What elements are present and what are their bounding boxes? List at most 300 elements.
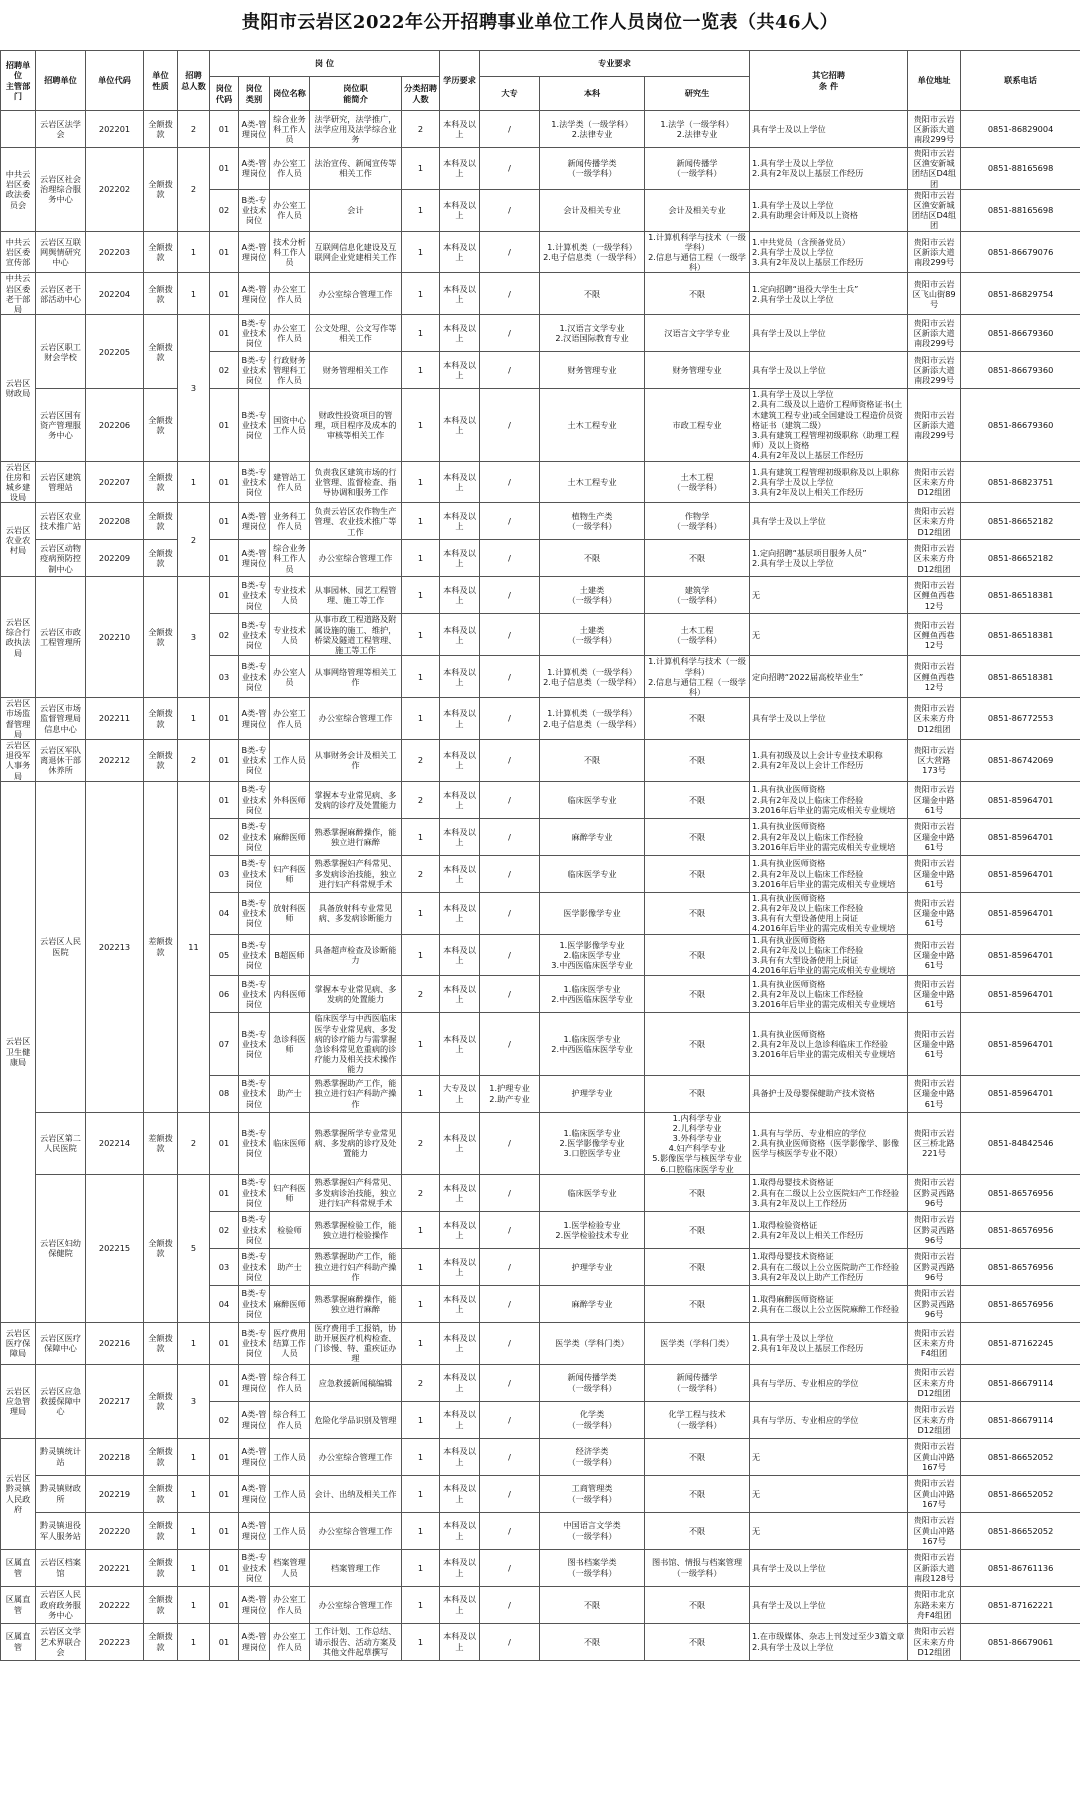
cell-major-graduate: 不限 <box>645 1475 750 1512</box>
cell-address: 贵阳市云岩区未来方舟F4组团 <box>908 1322 961 1364</box>
cell-pos-type: A类-管理岗位 <box>239 231 270 273</box>
cell-other: 无 <box>750 1512 908 1549</box>
cell-pos-code: 01 <box>210 1322 239 1364</box>
cell-pos-type: A类-管理岗位 <box>239 1401 270 1438</box>
cell-other: 1.具有学士及以上学位 2.具有助理会计师及以上资格 <box>750 189 908 231</box>
cell-pos-type: B类-专业技术岗位 <box>239 934 270 976</box>
cell-pos-code: 03 <box>210 1248 239 1285</box>
cell-pos-code: 01 <box>210 503 239 540</box>
cell-pos-type: B类-专业技术岗位 <box>239 976 270 1013</box>
cell-other: 具有学士及以上学位 <box>750 1586 908 1623</box>
cell-total: 1 <box>178 1475 210 1512</box>
cell-edu: 本科及以上 <box>440 231 480 273</box>
cell-other: 1.在市级媒体、杂志上刊发过至少3篇文章 2.具有学士及以上学位 <box>750 1623 908 1660</box>
cell-nature: 全额拨款 <box>144 503 178 540</box>
cell-major-graduate: 不限 <box>645 818 750 855</box>
cell-pos-code: 02 <box>210 1211 239 1248</box>
header-other: 其它招聘 条 件 <box>750 51 908 111</box>
cell-major-bachelor: 工商管理类 （一级学科） <box>540 1475 645 1512</box>
cell-pos-num: 1 <box>402 818 440 855</box>
cell-pos-name: 工作人员 <box>270 739 310 781</box>
cell-total: 1 <box>178 1549 210 1586</box>
cell-edu: 本科及以上 <box>440 461 480 503</box>
cell-major-college: / <box>480 1174 540 1211</box>
cell-pos-code: 02 <box>210 1401 239 1438</box>
cell-phone: 0851-85964701 <box>961 892 1080 934</box>
cell-phone: 0851-84842546 <box>961 1112 1080 1174</box>
cell-other: 1.取得母婴技术资格证 2.具有在二级以上公立医院妇产工作经验 3.具有2年及以上工作经历 <box>750 1174 908 1211</box>
cell-major-graduate: 1.计算机科学与技术（一级学科） 2.信息与通信工程（一级学科） <box>645 656 750 698</box>
cell-other: 具有学士及以上学位 <box>750 503 908 540</box>
cell-total: 1 <box>178 273 210 315</box>
cell-unit: 云岩区档案馆 <box>36 1549 86 1586</box>
cell-edu: 本科及以上 <box>440 315 480 352</box>
cell-address: 贵阳市云岩区未来方舟D12组团 <box>908 1364 961 1401</box>
cell-major-graduate: 汉语言文字学专业 <box>645 315 750 352</box>
cell-pos-num: 1 <box>402 1438 440 1475</box>
cell-pos-num: 1 <box>402 1549 440 1586</box>
cell-other: 1.取得检验资格证 2.具有2年及以上相关工作经历 <box>750 1211 908 1248</box>
cell-other: 具有学士及以上学位 <box>750 698 908 740</box>
cell-major-college: / <box>480 656 540 698</box>
cell-pos-type: B类-专业技术岗位 <box>239 1211 270 1248</box>
cell-pos-type: A类-管理岗位 <box>239 1364 270 1401</box>
cell-pos-num: 1 <box>402 656 440 698</box>
cell-address: 贵阳市云岩区新添大道南段299号 <box>908 389 961 461</box>
cell-other: 无 <box>750 1438 908 1475</box>
cell-pos-name: 急诊科医师 <box>270 1013 310 1075</box>
cell-pos-name: 妇产科医师 <box>270 855 310 892</box>
cell-code: 202214 <box>86 1112 144 1174</box>
cell-unit: 云岩区社会治理综合服务中心 <box>36 148 86 232</box>
cell-major-college: / <box>480 1211 540 1248</box>
cell-major-college: / <box>480 1364 540 1401</box>
cell-other: 具备护士及母婴保健助产技术资格 <box>750 1075 908 1112</box>
cell-code: 202221 <box>86 1549 144 1586</box>
cell-pos-code: 01 <box>210 1438 239 1475</box>
cell-edu: 本科及以上 <box>440 781 480 818</box>
cell-address: 贵阳市云岩区未来方舟D12组团 <box>908 1401 961 1438</box>
cell-pos-num: 1 <box>402 389 440 461</box>
cell-major-bachelor: 不限 <box>540 739 645 781</box>
cell-dept: 云岩区农业农村局 <box>1 503 36 577</box>
cell-nature: 全额拨款 <box>144 1586 178 1623</box>
cell-pos-code: 02 <box>210 818 239 855</box>
cell-address: 贵阳市云岩区黔灵西路96号 <box>908 1285 961 1322</box>
cell-pos-num: 1 <box>402 1211 440 1248</box>
cell-nature: 差额拨款 <box>144 1112 178 1174</box>
cell-major-college: / <box>480 1013 540 1075</box>
cell-pos-name: 档案管理人员 <box>270 1549 310 1586</box>
cell-pos-type: B类-专业技术岗位 <box>239 1075 270 1112</box>
cell-pos-name: 妇产科医师 <box>270 1174 310 1211</box>
cell-pos-num: 1 <box>402 189 440 231</box>
cell-edu: 本科及以上 <box>440 1623 480 1660</box>
cell-pos-code: 02 <box>210 614 239 656</box>
cell-pos-code: 05 <box>210 934 239 976</box>
cell-address: 贵阳市云岩区鲤鱼西巷12号 <box>908 577 961 614</box>
cell-major-bachelor: 临床医学专业 <box>540 781 645 818</box>
cell-address: 贵阳市云岩区未来方舟D12组团 <box>908 698 961 740</box>
cell-major-graduate: 不限 <box>645 540 750 577</box>
cell-other: 具有学士及以上学位 <box>750 1549 908 1586</box>
cell-major-college: / <box>480 1248 540 1285</box>
cell-address: 贵阳市云岩区瑞金中路61号 <box>908 976 961 1013</box>
cell-code: 202219 <box>86 1475 144 1512</box>
cell-phone: 0851-86679360 <box>961 352 1080 389</box>
cell-major-bachelor: 图书档案学类 （一级学科） <box>540 1549 645 1586</box>
cell-unit: 云岩区文学艺术界联合会 <box>36 1623 86 1660</box>
cell-major-college: / <box>480 503 540 540</box>
cell-major-graduate: 新闻传播学 （一级学科） <box>645 1364 750 1401</box>
cell-major-graduate: 1.计算机科学与技术（一级学科） 2.信息与通信工程（一级学科） <box>645 231 750 273</box>
cell-address: 贵阳市云岩区新添大道南段299号 <box>908 315 961 352</box>
cell-pos-num: 1 <box>402 315 440 352</box>
table-row <box>1 1586 1080 1623</box>
cell-unit: 云岩区医疗保障中心 <box>36 1322 86 1364</box>
header-position-group: 岗 位 <box>210 51 440 77</box>
cell-address: 贵阳市云岩区飞山街89号 <box>908 273 961 315</box>
cell-address: 贵阳市云岩区新添大道南段128号 <box>908 1549 961 1586</box>
cell-major-graduate: 图书馆、情报与档案管理 （一级学科） <box>645 1549 750 1586</box>
cell-pos-code: 01 <box>210 389 239 461</box>
cell-pos-desc: 应急救援新闻稿编辑 <box>310 1364 402 1401</box>
cell-code: 202205 <box>86 315 144 389</box>
cell-phone: 0851-86679061 <box>961 1623 1080 1660</box>
cell-address: 贵阳市云岩区未来方舟D12组团 <box>908 540 961 577</box>
cell-phone: 0851-85964701 <box>961 855 1080 892</box>
cell-total: 1 <box>178 1586 210 1623</box>
cell-other: 无 <box>750 1475 908 1512</box>
cell-pos-num: 1 <box>402 1075 440 1112</box>
table-row <box>1 1364 1080 1401</box>
cell-major-graduate: 财务管理专业 <box>645 352 750 389</box>
table-row <box>1 231 1080 273</box>
header-phone: 联系电话 <box>961 51 1080 111</box>
cell-edu: 本科及以上 <box>440 1401 480 1438</box>
cell-pos-type: B类-专业技术岗位 <box>239 1013 270 1075</box>
cell-code: 202211 <box>86 698 144 740</box>
cell-unit: 黔灵镇退役军人服务站 <box>36 1512 86 1549</box>
cell-unit: 云岩区市政工程管理所 <box>36 577 86 698</box>
cell-unit: 云岩区第二人民医院 <box>36 1112 86 1174</box>
cell-major-college: / <box>480 1438 540 1475</box>
cell-edu: 本科及以上 <box>440 1174 480 1211</box>
table-row <box>1 1623 1080 1660</box>
cell-unit: 云岩区妇幼保健院 <box>36 1174 86 1322</box>
cell-pos-desc: 熟悉掌握助产工作，能独立进行妇产科助产操作 <box>310 1075 402 1112</box>
cell-pos-num: 1 <box>402 1285 440 1322</box>
cell-edu: 本科及以上 <box>440 503 480 540</box>
cell-phone: 0851-86576956 <box>961 1285 1080 1322</box>
page-title: 贵阳市云岩区2022年公开招聘事业单位工作人员岗位一览表（共46人） <box>241 12 839 33</box>
cell-address: 贵阳市云岩区黔灵西路96号 <box>908 1174 961 1211</box>
cell-pos-type: B类-专业技术岗位 <box>239 315 270 352</box>
cell-other: 1.具有执业医师资格 2.具有2年及以上临床工作经验 3.2016年后毕业的需完成相关专业规培 <box>750 855 908 892</box>
cell-major-college: / <box>480 189 540 231</box>
cell-pos-num: 1 <box>402 1401 440 1438</box>
cell-pos-desc: 办公室综合管理工作 <box>310 1586 402 1623</box>
cell-major-college: / <box>480 1112 540 1174</box>
cell-major-college: / <box>480 352 540 389</box>
cell-edu: 本科及以上 <box>440 739 480 781</box>
header-edu: 学历要求 <box>440 51 480 111</box>
cell-pos-num: 1 <box>402 352 440 389</box>
cell-pos-code: 01 <box>210 577 239 614</box>
cell-major-graduate: 不限 <box>645 1248 750 1285</box>
cell-phone: 0851-86652182 <box>961 540 1080 577</box>
cell-nature: 差额拨款 <box>144 781 178 1112</box>
cell-pos-code: 04 <box>210 892 239 934</box>
cell-major-college: / <box>480 892 540 934</box>
cell-pos-name: 工作人员 <box>270 1512 310 1549</box>
cell-pos-code: 01 <box>210 1475 239 1512</box>
cell-pos-num: 1 <box>402 614 440 656</box>
cell-edu: 本科及以上 <box>440 189 480 231</box>
cell-major-graduate: 不限 <box>645 934 750 976</box>
cell-major-college: / <box>480 148 540 190</box>
cell-pos-num: 1 <box>402 1013 440 1075</box>
cell-pos-num: 1 <box>402 1322 440 1364</box>
cell-pos-num: 1 <box>402 1512 440 1549</box>
cell-edu: 本科及以上 <box>440 1586 480 1623</box>
cell-pos-type: A类-管理岗位 <box>239 111 270 148</box>
cell-phone: 0851-87162221 <box>961 1586 1080 1623</box>
cell-major-bachelor: 1.医学影像学专业 2.临床医学专业 3.中西医临床医学专业 <box>540 934 645 976</box>
cell-pos-type: B类-专业技术岗位 <box>239 781 270 818</box>
cell-phone: 0851-88165698 <box>961 189 1080 231</box>
cell-address: 贵阳市云岩区黄山冲路167号 <box>908 1475 961 1512</box>
cell-major-college: / <box>480 1285 540 1322</box>
table-row <box>1 1438 1080 1475</box>
cell-phone: 0851-85964701 <box>961 781 1080 818</box>
cell-dept: 区属直管 <box>1 1623 36 1660</box>
cell-major-college: / <box>480 111 540 148</box>
header-pos-code: 岗位 代码 <box>210 77 239 111</box>
cell-major-college: / <box>480 231 540 273</box>
cell-total: 3 <box>178 1364 210 1438</box>
cell-other: 1.具有学士及以上学位 2.具有2年及以上基层工作经历 <box>750 148 908 190</box>
cell-other: 具有与学历、专业相应的学位 <box>750 1364 908 1401</box>
cell-pos-type: B类-专业技术岗位 <box>239 577 270 614</box>
cell-unit: 云岩区互联网舆情研究中心 <box>36 231 86 273</box>
cell-pos-desc: 熟悉掌握检验工作，能独立进行检验操作 <box>310 1211 402 1248</box>
cell-major-college: / <box>480 540 540 577</box>
cell-phone: 0851-86679076 <box>961 231 1080 273</box>
cell-major-college: / <box>480 1549 540 1586</box>
header-major-bachelor: 本科 <box>540 77 645 111</box>
cell-nature: 全额拨款 <box>144 1438 178 1475</box>
cell-major-college: / <box>480 1623 540 1660</box>
cell-pos-type: B类-专业技术岗位 <box>239 189 270 231</box>
cell-total: 3 <box>178 577 210 698</box>
cell-pos-code: 06 <box>210 976 239 1013</box>
cell-major-graduate: 1.内科学专业 2.儿科学专业 3.外科学专业 4.妇产科学专业 5.影像医学与核医学专业 6.口腔临床医学专业 <box>645 1112 750 1174</box>
cell-edu: 本科及以上 <box>440 1475 480 1512</box>
cell-other: 1.中共党员（含预备党员） 2.具有学士及以上学位 3.具有2年及以上基层工作经历 <box>750 231 908 273</box>
cell-major-bachelor: 临床医学专业 <box>540 855 645 892</box>
cell-pos-desc: 危险化学品识别及管理 <box>310 1401 402 1438</box>
cell-major-college: / <box>480 781 540 818</box>
cell-major-graduate: 会计及相关专业 <box>645 189 750 231</box>
table-row <box>1 1475 1080 1512</box>
cell-pos-name: 业务科工作人员 <box>270 503 310 540</box>
cell-pos-code: 01 <box>210 1586 239 1623</box>
cell-pos-num: 1 <box>402 698 440 740</box>
cell-dept: 云岩区医疗保障局 <box>1 1322 36 1364</box>
cell-phone: 0851-86829004 <box>961 111 1080 148</box>
cell-dept: 区属直管 <box>1 1586 36 1623</box>
header-total: 招聘 总人数 <box>178 51 210 111</box>
table-row <box>1 781 1080 818</box>
cell-other: 1.定向招聘“退役大学生士兵” 2.具有学士及以上学位 <box>750 273 908 315</box>
cell-address: 贵阳市云岩区黔灵西路96号 <box>908 1211 961 1248</box>
cell-nature: 全额拨款 <box>144 698 178 740</box>
cell-pos-num: 1 <box>402 231 440 273</box>
cell-pos-name: 综合业务科工作人员 <box>270 540 310 577</box>
cell-major-bachelor: 植物生产类 （一级学科） <box>540 503 645 540</box>
cell-pos-code: 01 <box>210 739 239 781</box>
cell-address: 贵阳市云岩区瑞金中路61号 <box>908 892 961 934</box>
cell-major-bachelor: 财务管理专业 <box>540 352 645 389</box>
cell-pos-type: A类-管理岗位 <box>239 1623 270 1660</box>
table-row <box>1 739 1080 781</box>
cell-pos-type: B类-专业技术岗位 <box>239 855 270 892</box>
cell-major-bachelor: 麻醉学专业 <box>540 1285 645 1322</box>
cell-address: 贵阳市云岩区未来方舟D12组团 <box>908 461 961 503</box>
cell-pos-code: 01 <box>210 461 239 503</box>
cell-total: 1 <box>178 461 210 503</box>
cell-major-college: / <box>480 1512 540 1549</box>
cell-address: 贵阳市云岩区黄山冲路167号 <box>908 1438 961 1475</box>
cell-major-bachelor: 不限 <box>540 1623 645 1660</box>
cell-phone: 0851-88165698 <box>961 148 1080 190</box>
table-row <box>1 148 1080 190</box>
cell-nature: 全额拨款 <box>144 739 178 781</box>
cell-pos-name: 检验师 <box>270 1211 310 1248</box>
cell-pos-type: B类-专业技术岗位 <box>239 389 270 461</box>
table-row <box>1 540 1080 577</box>
cell-code: 202207 <box>86 461 144 503</box>
cell-pos-name: 办公室工作人员 <box>270 1586 310 1623</box>
cell-pos-type: B类-专业技术岗位 <box>239 1322 270 1364</box>
cell-pos-name: 办公室人员 <box>270 656 310 698</box>
cell-edu: 本科及以上 <box>440 1211 480 1248</box>
cell-pos-code: 01 <box>210 781 239 818</box>
cell-edu: 本科及以上 <box>440 273 480 315</box>
cell-edu: 大专及以上 <box>440 1075 480 1112</box>
cell-pos-desc: 熟悉掌握所学专业常见病、多发病的诊疗及处置能力 <box>310 1112 402 1174</box>
cell-pos-code: 01 <box>210 148 239 190</box>
cell-dept: 云岩区卫生健康局 <box>1 781 36 1322</box>
cell-major-bachelor: 1.汉语言文学专业 2.汉语国际教育专业 <box>540 315 645 352</box>
cell-nature: 全额拨款 <box>144 231 178 273</box>
cell-edu: 本科及以上 <box>440 934 480 976</box>
cell-code: 202203 <box>86 231 144 273</box>
cell-pos-name: 办公室工作人员 <box>270 148 310 190</box>
cell-major-college: / <box>480 818 540 855</box>
cell-nature: 全额拨款 <box>144 1549 178 1586</box>
cell-code: 202208 <box>86 503 144 540</box>
cell-pos-name: 综合业务科工作人员 <box>270 111 310 148</box>
cell-code: 202216 <box>86 1322 144 1364</box>
cell-other: 1.具有学士及以上学位 2.具有1年及以上基层工作经历 <box>750 1322 908 1364</box>
cell-major-graduate: 土木工程 （一级学科） <box>645 614 750 656</box>
cell-nature: 全额拨款 <box>144 315 178 389</box>
cell-dept: 中共云岩区委老干部局 <box>1 273 36 315</box>
cell-major-bachelor: 护理学专业 <box>540 1248 645 1285</box>
cell-major-graduate: 不限 <box>645 1013 750 1075</box>
cell-code: 202206 <box>86 389 144 461</box>
cell-pos-num: 2 <box>402 781 440 818</box>
cell-pos-num: 1 <box>402 540 440 577</box>
cell-phone: 0851-86652052 <box>961 1512 1080 1549</box>
cell-dept: 云岩区综合行政执法局 <box>1 577 36 698</box>
cell-other: 具有学士及以上学位 <box>750 352 908 389</box>
cell-pos-code: 01 <box>210 315 239 352</box>
cell-major-graduate: 土木工程 （一级学科） <box>645 461 750 503</box>
table-row <box>1 1112 1080 1174</box>
cell-major-graduate: 不限 <box>645 1075 750 1112</box>
cell-major-college: / <box>480 1586 540 1623</box>
cell-pos-type: B类-专业技术岗位 <box>239 1112 270 1174</box>
cell-nature: 全额拨款 <box>144 148 178 232</box>
cell-edu: 本科及以上 <box>440 540 480 577</box>
cell-pos-code: 01 <box>210 1364 239 1401</box>
cell-phone: 0851-86576956 <box>961 1248 1080 1285</box>
cell-major-graduate: 不限 <box>645 273 750 315</box>
cell-major-bachelor: 护理学专业 <box>540 1075 645 1112</box>
cell-pos-desc: 掌握本专业常见病、多发病的诊疗及处置能力 <box>310 781 402 818</box>
cell-phone: 0851-86772553 <box>961 698 1080 740</box>
cell-phone: 0851-86742069 <box>961 739 1080 781</box>
cell-pos-desc: 财政性投资项目的管理，项目程序及成本的审核等相关工作 <box>310 389 402 461</box>
cell-unit: 云岩区应急救援保障中心 <box>36 1364 86 1438</box>
table-row <box>1 389 1080 461</box>
cell-code: 202202 <box>86 148 144 232</box>
cell-address: 贵阳市云岩区鲤鱼西巷12号 <box>908 656 961 698</box>
cell-major-graduate: 医学类（学科门类） <box>645 1322 750 1364</box>
cell-nature: 全额拨款 <box>144 273 178 315</box>
cell-pos-num: 2 <box>402 855 440 892</box>
cell-pos-name: 助产士 <box>270 1248 310 1285</box>
cell-pos-desc: 熟悉掌握妇产科常见、多发病诊治技能，独立进行妇产科常规手术 <box>310 1174 402 1211</box>
cell-pos-desc: 具备放射科专业常见病、多发病诊断能力 <box>310 892 402 934</box>
cell-other: 1.具有建筑工程管理初级职称及以上职称 2.具有学士及以上学位 3.具有2年及以上相关工作经历 <box>750 461 908 503</box>
cell-phone: 0851-86823751 <box>961 461 1080 503</box>
cell-pos-num: 1 <box>402 934 440 976</box>
cell-edu: 本科及以上 <box>440 1549 480 1586</box>
cell-address: 贵阳市云岩区瑞金中路61号 <box>908 818 961 855</box>
cell-pos-name: 放射科医师 <box>270 892 310 934</box>
cell-edu: 本科及以上 <box>440 148 480 190</box>
cell-dept: 中共云岩区委宣传部 <box>1 231 36 273</box>
cell-major-bachelor: 医学影像学专业 <box>540 892 645 934</box>
cell-major-graduate: 市政工程专业 <box>645 389 750 461</box>
cell-major-bachelor: 土建类 （一级学科） <box>540 577 645 614</box>
cell-major-bachelor: 临床医学专业 <box>540 1174 645 1211</box>
header-pos-type: 岗位 类别 <box>239 77 270 111</box>
cell-address: 贵阳市云岩区瑞金中路61号 <box>908 934 961 976</box>
cell-major-graduate: 不限 <box>645 892 750 934</box>
cell-phone: 0851-85964701 <box>961 1075 1080 1112</box>
cell-address: 贵阳市云岩区新添大道南段299号 <box>908 231 961 273</box>
cell-code: 202222 <box>86 1586 144 1623</box>
cell-pos-num: 2 <box>402 111 440 148</box>
cell-pos-code: 01 <box>210 273 239 315</box>
cell-pos-num: 1 <box>402 1586 440 1623</box>
cell-major-college: / <box>480 461 540 503</box>
